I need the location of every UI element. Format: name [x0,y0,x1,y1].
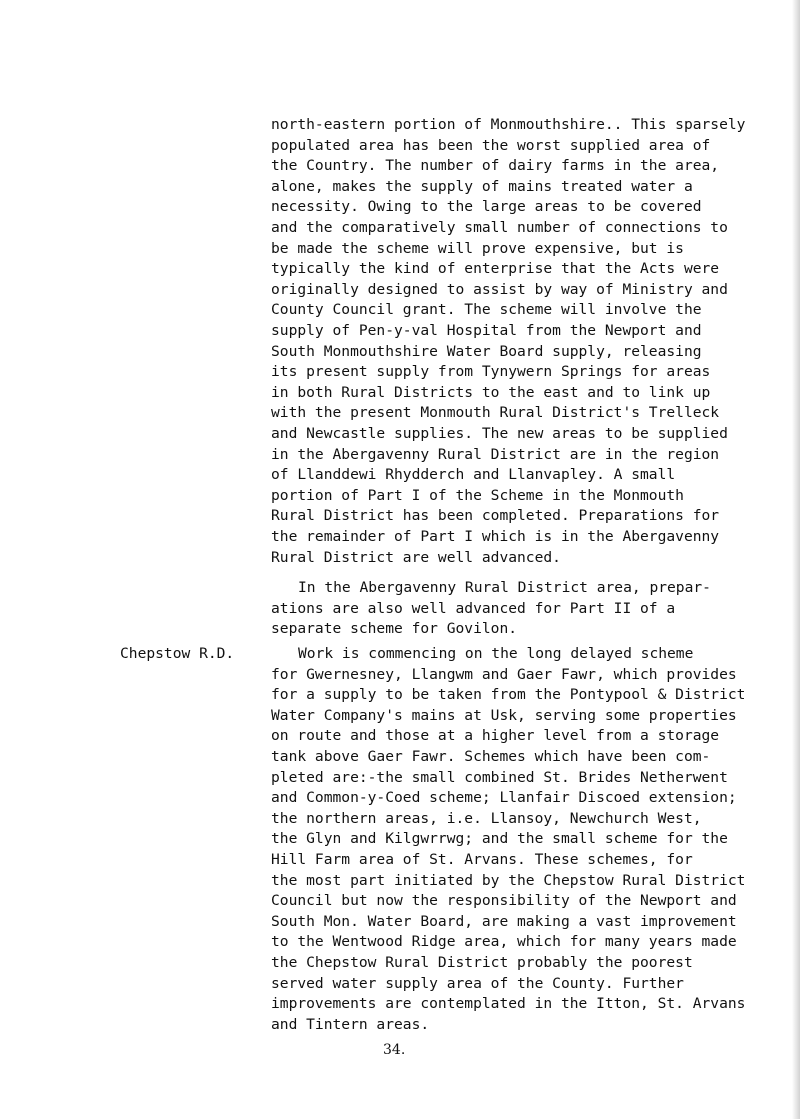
text-line: and Common-y-Coed scheme; Llanfair Discoed extension; [271,789,737,807]
text-line: improvements are contemplated in the Itton, St. Arvans [271,995,746,1013]
text-line: and the comparatively small number of connections to [271,219,728,236]
text-line: tank above Gaer Fawr. Schemes which have been com- [271,748,711,765]
text-line: South Mon. Water Board, are making a vast improvement [271,912,737,930]
scan-edge-shadow [792,0,800,1119]
text-line: for a supply to be taken from the Pontypool & District [271,686,746,704]
page-number: 34. [383,1042,406,1058]
text-line: Work is commencing on the long delayed scheme [298,645,694,662]
text-line: Council but now the responsibility of the Newport and [271,892,737,910]
text-line: necessity. Owing to the large areas to be covered [271,198,702,216]
text-line: populated area has been the worst supplied area of [271,136,711,154]
text-line: served water supply area of the County. Further [271,974,684,992]
text-line: the Glyn and Kilgwrrwg; and the small scheme for the [271,830,728,848]
text-line: on route and those at a higher level from a storage [271,727,720,745]
text-line: County Council grant. The scheme will involve the [271,301,702,319]
text-line: originally designed to assist by way of Ministry and [271,280,728,298]
text-line: and Newcastle supplies. The new areas to be supplied [271,425,728,442]
text-line: the most part initiated by the Chepstow Rural District [271,871,746,889]
text-line: be made the scheme will prove expensive, but is [271,239,684,257]
text-line: In the Abergavenny Rural District area, prepar- [298,579,711,597]
text-line: the remainder of Part I which is in the Abergavenny [271,528,720,545]
text-line: South Monmouthshire Water Board supply, releasing [271,342,702,360]
text-line: for Gwernesney, Llangwm and Gaer Fawr, which provides [271,665,737,683]
text-line: pleted are:-the small combined St. Brides Netherwent [271,768,728,786]
text-line: separate scheme for Govilon. [271,620,518,638]
text-line: to the Wentwood Ridge area, which for many years made [271,933,737,951]
text-line: Hill Farm area of St. Arvans. These schemes, for [271,851,693,868]
text-line: portion of Part I of the Scheme in the Monmouth [271,486,684,504]
text-line: in both Rural Districts to the east and to link up [271,383,711,401]
text-line: supply of Pen-y-val Hospital from the Newport and [271,322,702,339]
text-line: the Chepstow Rural District probably the poorest [271,954,693,971]
text-line: its present supply from Tynywern Springs for areas [271,363,711,381]
text-line: north-eastern portion of Monmouthshire.. This sparsely [271,116,746,133]
text-line: the northern areas, i.e. Llansoy, Newchurch West, [271,809,702,827]
text-line: Rural District are well advanced. [271,548,561,566]
text-line: ations are also well advanced for Part II of a [271,599,676,617]
text-line: Water Company's mains at Usk, serving some properties [271,706,737,724]
text-line: typically the kind of enterprise that the Acts were [271,260,720,278]
text-line: with the present Monmouth Rural District's Trelleck [271,404,720,422]
text-line: in the Abergavenny Rural District are in the region [271,445,720,463]
text-line: the Country. The number of dairy farms in the area, [271,157,720,175]
margin-note: Chepstow R.D. [120,645,235,662]
text-line: Rural District has been completed. Preparations for [271,507,720,525]
text-line: alone, makes the supply of mains treated water a [271,177,693,195]
text-line: and Tintern areas. [271,1015,430,1033]
text-line: of Llanddewi Rhydderch and Llanvapley. A small [271,466,676,484]
